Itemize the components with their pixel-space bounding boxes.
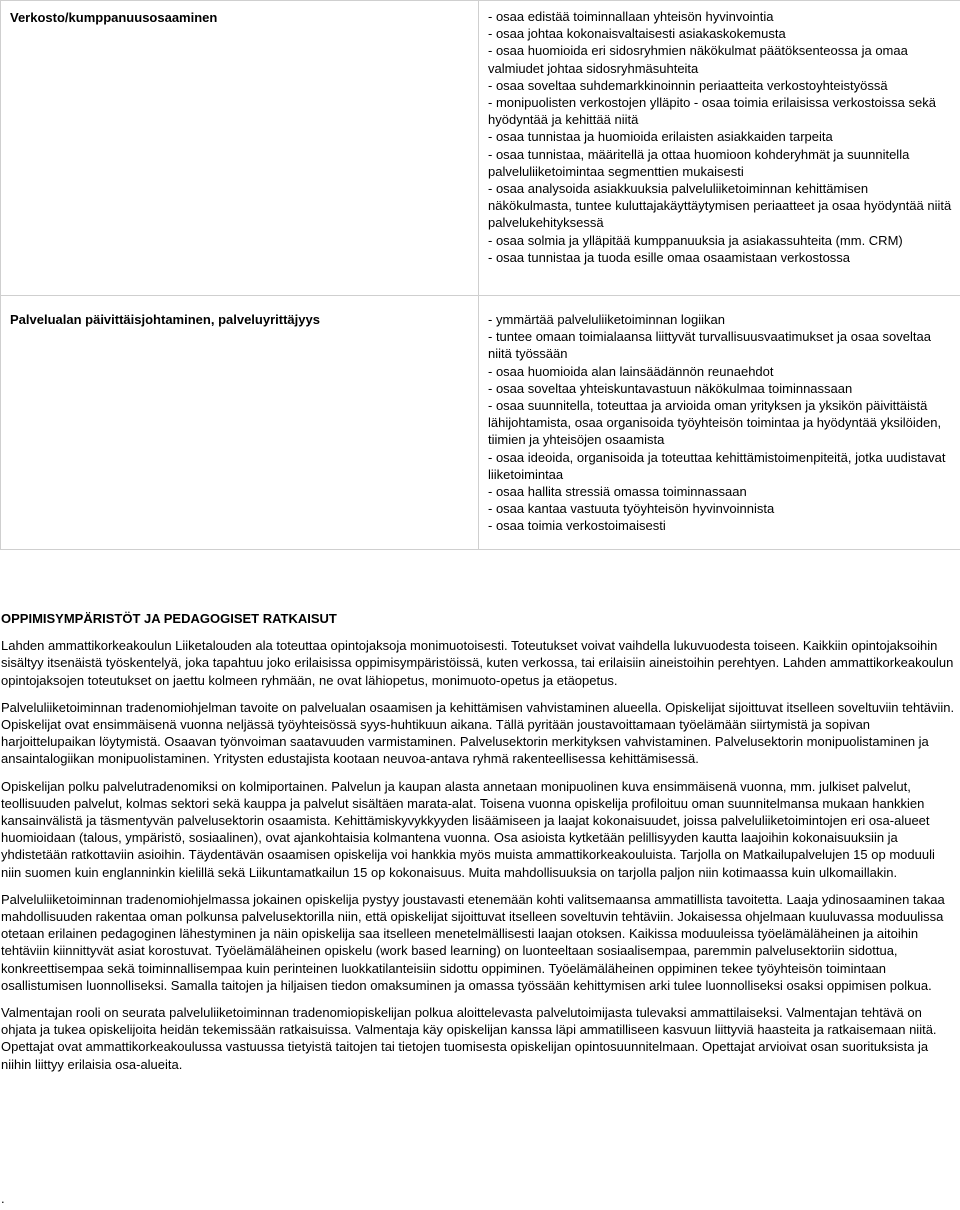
table-row — [1, 1, 960, 296]
list-item: - osaa suunnitella, toteuttaa ja arvioida oman yrityksen ja yksikön päivittäistä lähijohtamista, osaa organisoida työyhteisön toimintaa ja hyödyntää yksilöiden, tiimien ja yhteisöjen osaamista — [488, 398, 942, 448]
paragraph: Palveluliiketoiminnan tradenomiohjelman tavoite on palvelualan osaamisen ja kehittämisen vahvistaminen alueella. Opiskelijat sijoittuvat itselleen soveltuviin tehtäviin. Opiskelijat ovat ensimmäisenä vuonna neljässä työyhteisössä syys-huhtikuun aikana. Tällä pyritään joustavoittamaan työelämään siirtymistä ja sopivan harjoittelupaikan löytymistä. Osaavan työnvoiman saatavuuden varmistaminen. Palvelusektorin merkityksen vahvistaminen. Palvelusektorin monipuolistaminen ja ansaintalogiikan monipuolistaminen. Yritysten edustajista kootaan neuvoa-antava ryhmä rakenteellisessa kehittämisessä. — [1, 699, 955, 767]
list-item: - osaa tunnistaa ja huomioida erilaisten asiakkaiden tarpeita — [488, 129, 833, 145]
paragraph: Opiskelijan polku palvelutradenomiksi on kolmiportainen. Palvelun ja kaupan alasta annetaan monipuolinen kuva ensimmäisenä vuonna, mm. julkiset palvelut, teollisuuden palvelut, kolmas sektori sekä kauppa ja palvelut sisältäen marata-alat. Toisena vuonna opiskelija profiloituu oman suunnitelmansa mukaan hankkien kansainvälistä ja täsmentyvän palvelusektorin osaamista. Kehittämiskyvykkyyden lisäämiseen ja laajat kokonaisuudet, joissa palveluliiketoimintojen eri osa-alueet huomioidaan (talous, ympäristö, sosiaalinen), ovat ajankohtaisia kolmantena vuonna. Osa asioista kytketään pelillisyyden kautta laajoihin kokonaisuuksiin ja yhdistetään ratkottaviin asioihin. Täydentävän osaamisen opiskelija voi hankkia myös muista ammattikorkeakouluista. Tarjolla on Matkailupalvelujen 15 op moduuli niin suomen kuin englanninkin kielillä sekä Liikuntamatkailun 15 op kokonaisuus. Muita mahdollisuuksia on tarjolla paljon niin kotimaassa kuin ulkomaillakin. — [1, 778, 935, 880]
competence-title-cell — [1, 296, 479, 550]
list-item: - osaa tunnistaa, määritellä ja ottaa huomioon kohderyhmät ja suunnitella palveluliiketoimintaa segmenttien mukaisesti — [488, 146, 910, 179]
list-item: - osaa johtaa kokonaisvaltaisesti asiakaskokemusta — [488, 26, 786, 42]
trailing-dot: . — [1, 1191, 5, 1206]
competence-items-cell — [479, 1, 960, 296]
list-item: - osaa tunnistaa ja tuoda esille omaa osaamistaan verkostossa — [488, 249, 851, 265]
list-item: - osaa analysoida asiakkuuksia palveluliiketoiminnan kehittämisen näkökulmasta, tuntee kuluttajakäyttäytymisen periaatteet ja osaa hyödyntää niitä palvelukehityksessä — [488, 181, 952, 231]
section-heading: OPPIMISYMPÄRISTÖT JA PEDAGOGISET RATKAISUT — [1, 611, 337, 626]
competence-title-cell — [1, 1, 479, 296]
competence-table — [0, 0, 960, 550]
list-item: - osaa soveltaa suhdemarkkinoinnin periaatteita verkostoyhteistyössä — [488, 77, 888, 93]
competence-item-list — [479, 1, 960, 266]
competence-title: Palvelualan päivittäisjohtaminen, palveluyrittäjyys — [10, 312, 320, 327]
list-item: - tuntee omaan toimialaansa liittyvät turvallisuusvaatimukset ja osaa soveltaa niitä työssään — [488, 329, 931, 362]
paragraph: Palveluliiketoiminnan tradenomiohjelmassa jokainen opiskelija pystyy joustavasti etenemään kohti valitsemaansa ammatillista tavoitetta. Laaja ydinosaaminen takaa mahdollisuuden rakentaa oman polkunsa palvelusektorilla niin, että opiskelijat sijoittuvat itselleen soveltuvin tehtäviin. Jokaisessa ohjelmaan kuuluvassa moduulissa otetaan erilainen pedagoginen lähestyminen ja näin opiskelija saa itselleen menetelmällisesti laajan otoksen. Kaikissa moduuleissa työelämäläheinen ja aitoihin tehtäviin kiinnittyvät asiat korostuvat. Työelämäläheinen opiskelu (work based learning) on luonteeltaan sosiaalisempaa, paremmin palvelusektoriin sidottua, konkreettisempaa sekä toiminnallisempaa kuin perinteinen luokkatilanteisiin sidottu oppiminen. Työelämäläheinen oppiminen tekee työyhteisön toimintaan osallistumisen luonnolliseksi. Samalla taitojen ja hiljaisen tiedon omaksuminen ja omassa työssään kehittymisen arki tulee luonnolliseksi osaksi oppimisen polkua. — [1, 891, 945, 993]
list-item: - osaa hallita stressiä omassa toiminnassaan — [488, 484, 747, 500]
learning-environments-section — [1, 610, 956, 1073]
list-item: - osaa kantaa vastuuta työyhteisön hyvinvoinnista — [488, 501, 775, 517]
list-item: - osaa toimia verkostoimaisesti — [488, 518, 666, 534]
list-item: - osaa ideoida, organisoida ja toteuttaa kehittämistoimenpiteitä, jotka uudistavat liiketoimintaa — [488, 449, 946, 482]
list-item: - osaa soveltaa yhteiskuntavastuun näkökulmaa toiminnassaan — [488, 380, 853, 396]
table-row — [1, 296, 960, 550]
competence-title: Verkosto/kumppanuusosaaminen — [10, 10, 218, 25]
competence-item-list — [479, 296, 960, 535]
paragraph: Lahden ammattikorkeakoulun Liiketalouden ala toteuttaa opintojaksoja monimuotoisesti. Toteutukset voivat vaihdella lukuvuodesta toiseen. Kaikkiin opintojaksoihin sisältyy itsenäistä työskentelyä, joka tapahtuu joko erilaisissa oppimisympäristöissä, kuten verkossa, tai erilaisiin aineistoihin perehtyen. Lahden ammattikorkeakoulun opintojaksojen toteutukset on jaettu kolmeen ryhmään, ne ovat lähiopetus, monimuoto-opetus ja etäopetus. — [1, 638, 954, 688]
competence-items-cell — [479, 296, 960, 550]
list-item: - osaa huomioida alan lainsäädännön reunaehdot — [488, 363, 774, 379]
list-item: - ymmärtää palveluliiketoiminnan logiikan — [488, 312, 725, 327]
list-item: - osaa edistää toiminnallaan yhteisön hyvinvointia — [488, 9, 774, 24]
list-item: - osaa huomioida eri sidosryhmien näkökulmat päätöksenteossa ja omaa valmiudet johtaa sidosryhmäsuhteita — [488, 43, 908, 76]
paragraph: Valmentajan rooli on seurata palveluliiketoiminnan tradenomiopiskelijan polkua aloittelevasta palvelutoimijasta tulevaksi ammattilaiseksi. Valmentajan tehtävä on ohjata ja tukea opiskelijoita heidän tekemissään ratkaisuissa. Valmentaja käy opiskelijan kanssa läpi ammatilliseen kasvuun liittyviä haasteita ja ratkaisemaan niitä. Opettajat ovat ammattikorkeakoulussa vastuussa tietyistä taitojen tai tietojen tuomisesta opiskelijan opintosuunnitelmaan. Opettajat arvioivat osan suorituksista ja niihin liittyy erilaisia osa-alueita. — [1, 1005, 937, 1072]
list-item: - monipuolisten verkostojen ylläpito - osaa toimia erilaisissa verkostoissa sekä hyödyntää ja kehittää niitä — [488, 95, 936, 128]
list-item: - osaa solmia ja ylläpitää kumppanuuksia ja asiakassuhteita (mm. CRM) — [488, 232, 903, 248]
